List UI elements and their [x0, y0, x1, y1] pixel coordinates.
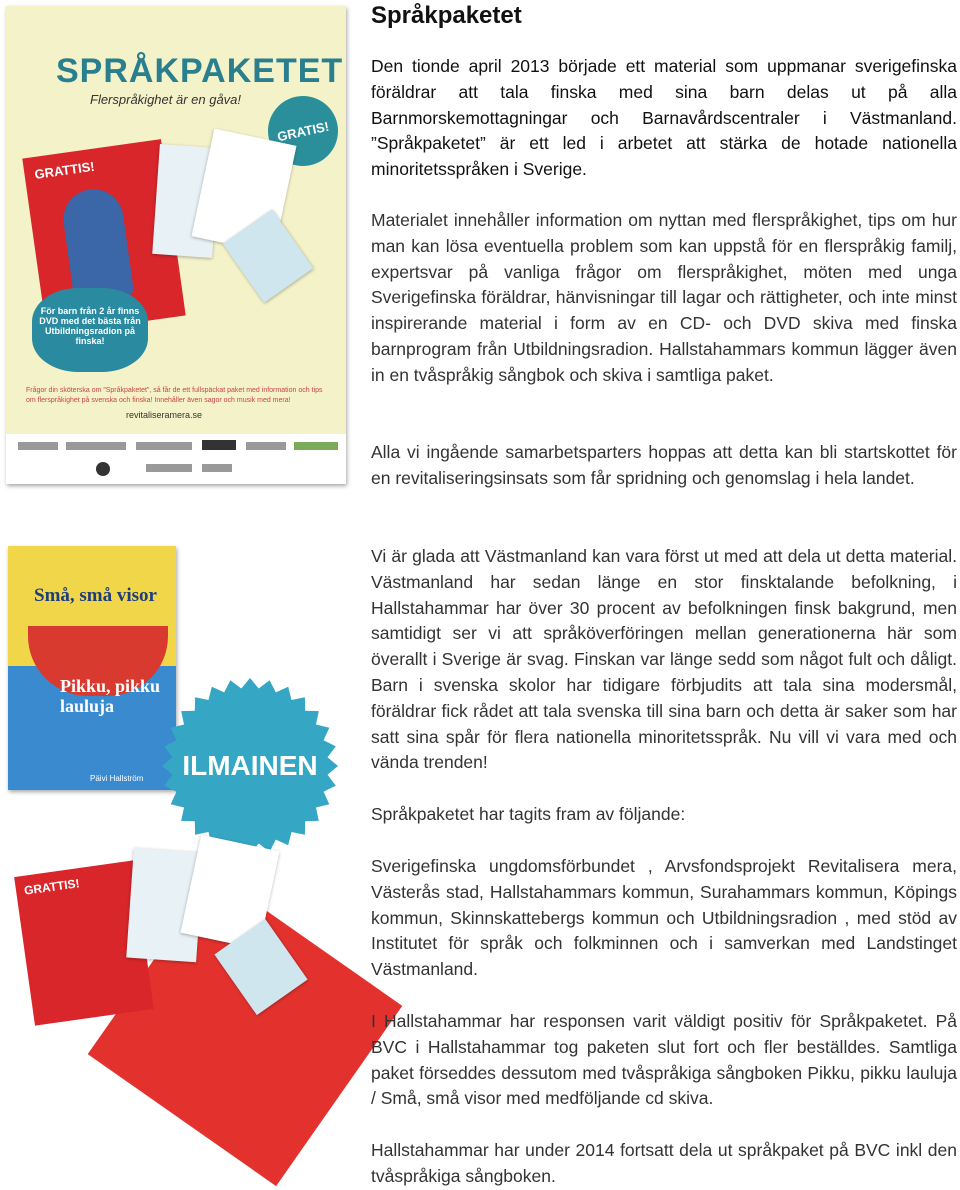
- songbook-cover: [8, 546, 176, 790]
- paragraph: Vi är glada att Västmanland kan vara först ut med att dela ut detta material. Västmanland har sedan länge en stor finsktalande befolkning, i Hallstahammar har över 30 procent av befolkningen finsk bakgrund, men samtidigt ser vi att språköverföringen mellan generationerna här som överallt i Sverige är svag. Finskan var länge sedd som något fult och dåligt. Barn i svenska skolor har tidigare förbjudits att tala sina modersmål, föräldrar fick rådet att tala svenska till sina barn och detta är saker som har satt sina spår för flera nationella minoritetsspråk. Nu vill vi vara med och vända trenden!: [371, 546, 957, 773]
- partner-logo: [294, 442, 338, 450]
- paragraph: Sverigefinska ungdomsförbundet , Arvsfondsprojekt Revitalisera mera, Västerås stad, Hallstahammars kommun, Surahammars kommun, Köpings kommun, Skinnskattebergs kommun och Utbildningsradion , med stöd av Institutet för språk och folkminnen och i samverkan med Landstinget Västmanland.: [371, 856, 957, 980]
- paragraph: Språkpaketet har tagits fram av följande:: [371, 804, 686, 824]
- paragraph: Alla vi ingående samarbetsparters hoppas att detta kan bli startskottet för en revitaliseringsinsats som får spridning och genomslag i hela landet.: [371, 442, 957, 488]
- partner-logo: [202, 440, 236, 450]
- poster-image: [6, 6, 346, 484]
- seal-text: ILMAINEN: [182, 750, 318, 781]
- poster-subtitle: Flerspråkighet är en gåva!: [90, 92, 242, 107]
- poster-title: SPRÅKPAKETET: [56, 52, 344, 90]
- partner-logo: [96, 462, 110, 476]
- songbook-title-fi: Pikku, pikku lauluja: [60, 676, 161, 716]
- gratis-badge: GRATIS!: [261, 89, 344, 172]
- partner-logo: [146, 464, 192, 472]
- partner-logo: [18, 442, 58, 450]
- partner-logos: [6, 434, 346, 484]
- paragraph: Hallstahammar har under 2014 fortsatt dela ut språkpaket på BVC inkl den tvåspråkiga sångboken.: [371, 1140, 957, 1186]
- partner-logo: [202, 464, 232, 472]
- paragraph-intro: Den tionde april 2013 började ett material som uppmanar sverigefinska föräldrar att tala finska med sina barn delas ut på alla Barnmorskemottagningar och Barnavårdscentraler i Västmanland. ”Språkpaketet” är ett led i arbetet att stärka de hotade nationella minoritetsspråken i Sverige.: [371, 56, 957, 180]
- paragraph: I Hallstahammar har responsen varit väldigt positiv för Språkpaketet. På BVC i Hallstahammar tog paketen slut fort och fler beställdes. Samtliga paket förseddes dessutom med tvåspråkiga sångboken Pikku, pikku lauluja / Små, små visor med medföljande cd skiva.: [371, 1011, 957, 1109]
- page-title: Språkpaketet: [371, 2, 522, 29]
- red-book-label: GRATTIS!: [23, 876, 81, 898]
- red-book-label: GRATTIS!: [33, 158, 96, 182]
- songbook-author: Päivi Hallström: [90, 774, 144, 783]
- partner-logo: [136, 442, 192, 450]
- poster-url: revitaliseramera.se: [126, 410, 203, 420]
- dvd-badge: För barn från 2 år finns DVD med det bästa från Utbildningsradion på finska!: [32, 288, 148, 372]
- paragraph: Materialet innehåller information om nyttan med flerspråkighet, tips om hur man kan lösa eventuella problem som kan uppstå för en flerspråkig familj, expertsvar på vanliga frågor om flerspråkighet, möten med unga Sverigefinska föräldrar, hänvisningar till lagar och rättigheter, och inte minst inspirerande material i form av en CD- och DVD skiva med finska barnprogram från Utbildningsradion. Hallstahammars kommun lägger även in en tvåspråkig sångbok och skiva i samtliga paket.: [371, 210, 957, 385]
- poster-footer: Frågor din sköterska om ”Språkpaketet”, så får de ett fullspäckat paket med information och tips om flerspråkighet på svenska och finska! Innehåller även sagor och musik med mera!: [26, 387, 323, 404]
- child-illustration: [60, 185, 135, 302]
- partner-logo: [66, 442, 126, 450]
- songbook-title-sv: Små, små visor: [34, 585, 157, 606]
- package-photo: [10, 820, 350, 1180]
- partner-logo: [246, 442, 286, 450]
